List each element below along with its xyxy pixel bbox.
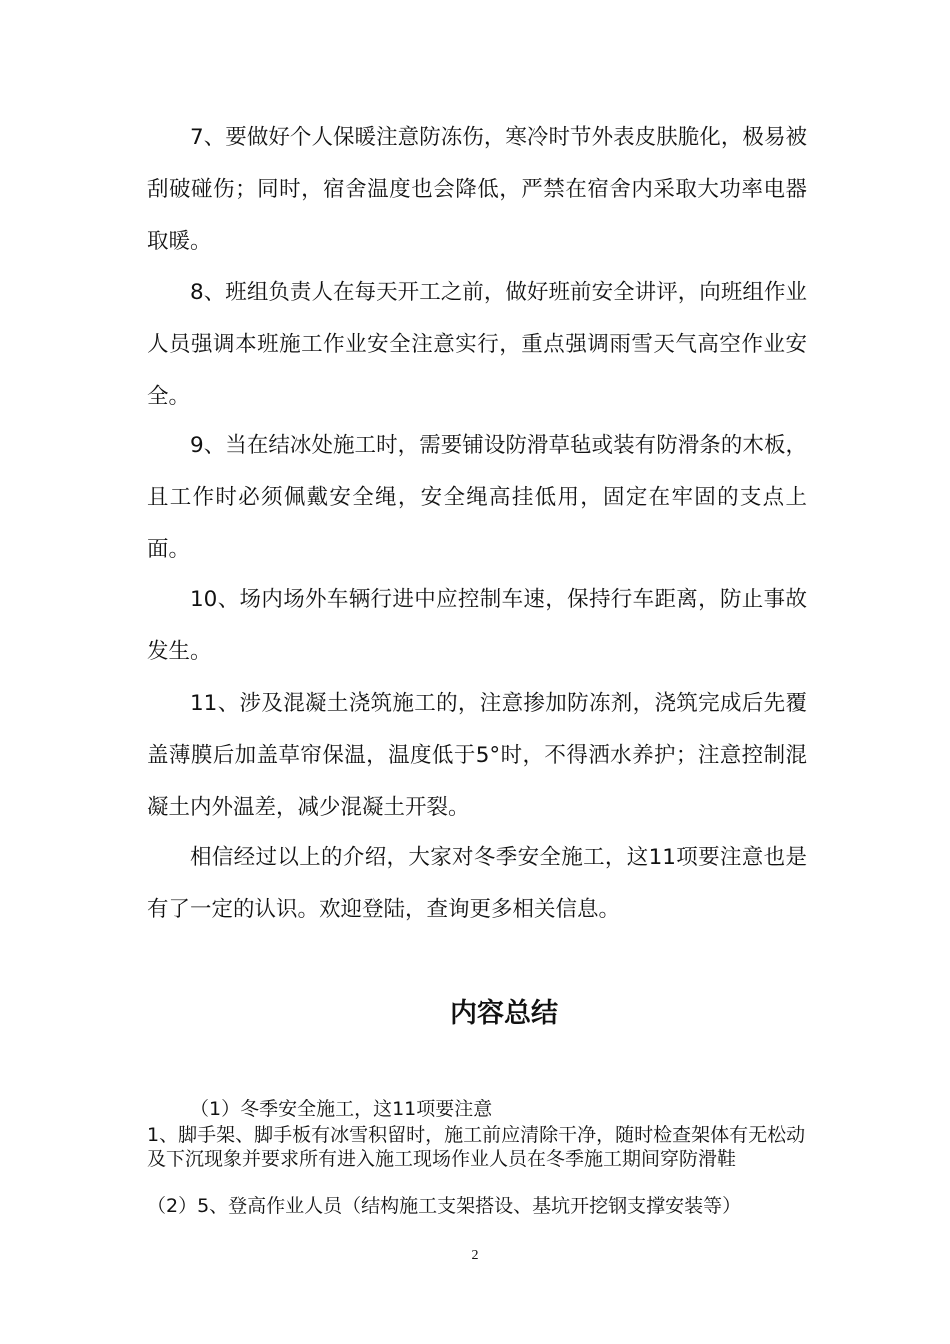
- summary-item-1: （1）冬季安全施工，这11项要注意: [190, 1098, 493, 1120]
- paragraph-conclusion: 相信经过以上的介绍，大家对冬季安全施工，这11项要注意也是有了一定的认识。欢迎登陆，查询更多相关信息。: [147, 845, 807, 922]
- paragraph-item-10: 10、场内场外车辆行进中应控制车速，保持行车距离，防止事故发生。: [147, 587, 807, 664]
- paragraph-item-7: 7、要做好个人保暖注意防冻伤，寒冷时节外表皮肤脆化，极易被刮破碰伤；同时，宿舍温度也会降低，严禁在宿舍内采取大功率电器取暖。: [147, 125, 807, 254]
- summary-title: 内容总结: [450, 998, 558, 1029]
- paragraph-item-9: 9、当在结冰处施工时，需要铺设防滑草毡或装有防滑条的木板，且工作时必须佩戴安全绳，安全绳高挂低用，固定在牢固的支点上面。: [147, 433, 807, 562]
- paragraph-item-11: 11、涉及混凝土浇筑施工的，注意掺加防冻剂，浇筑完成后先覆盖薄膜后加盖草帘保温，温度低于5°时，不得洒水养护；注意控制混凝土内外温差，减少混凝土开裂。: [147, 691, 807, 820]
- paragraph-item-8: 8、班组负责人在每天开工之前，做好班前安全讲评，向班组作业人员强调本班施工作业安全注意实行，重点强调雨雪天气高空作业安全。: [147, 280, 807, 409]
- summary-item-2: 1、脚手架、脚手板有冰雪积留时，施工前应清除干净，随时检查架体有无松动及下沉现象并要求所有进入施工现场作业人员在冬季施工期间穿防滑鞋: [147, 1124, 806, 1170]
- page-number: 2: [471, 1248, 479, 1263]
- summary-item-3: （2）5、登高作业人员（结构施工支架搭设、基坑开挖钢支撑安装等）: [147, 1195, 742, 1217]
